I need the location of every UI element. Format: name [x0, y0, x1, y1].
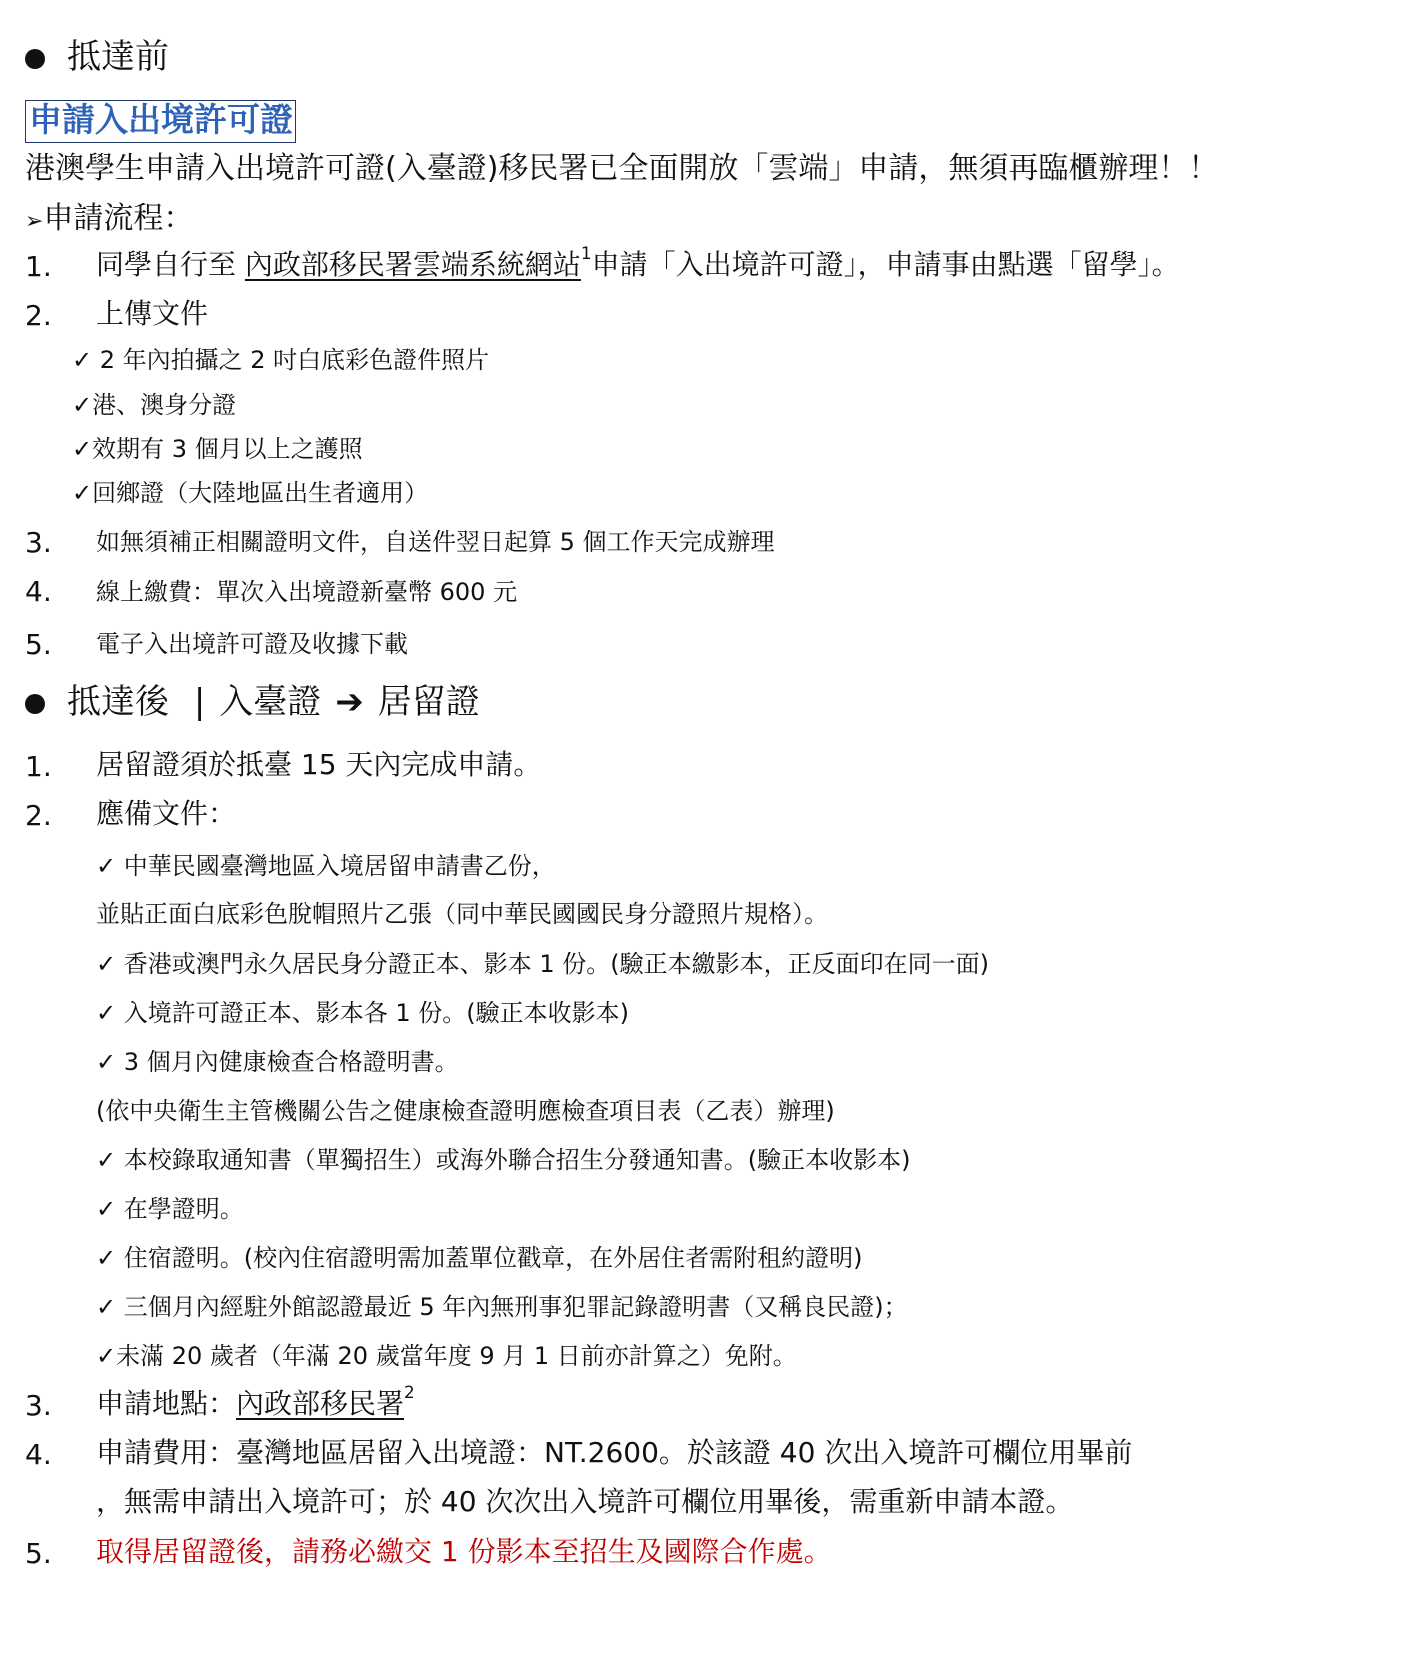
step-number: 5.: [25, 1537, 52, 1570]
after-step-4: 申請費用：臺灣地區居留入出境證：NT.2600。於該證 40 次出入境許可欄位用畢前: [96, 1436, 1133, 1469]
box-title: 申請入出境許可證: [25, 100, 296, 143]
footnote-1: 1: [580, 242, 592, 263]
upload-doc-item: ✓效期有 3 個月以上之護照: [72, 435, 363, 463]
upload-doc-item: ✓ 2 年內拍攝之 2 吋白底彩色證件照片: [72, 346, 490, 374]
required-doc-item: ✓ 本校錄取通知書（單獨招生）或海外聯合招生分發通知書。(驗正本收影本): [96, 1146, 911, 1174]
section-heading-before: [25, 37, 169, 77]
step-1: [96, 242, 1180, 281]
step-2: 上傳文件: [96, 297, 209, 330]
step-number: 2.: [25, 799, 52, 832]
upload-doc-item: ✓港、澳身分證: [72, 391, 237, 419]
bullet-icon: [25, 49, 45, 69]
process-label-text: 申請流程：: [43, 201, 194, 236]
step-number: 1.: [25, 250, 52, 283]
location-label: 申請地點：: [96, 1387, 237, 1420]
process-label: [25, 201, 194, 236]
upload-doc-item: ✓回鄉證（大陸地區出生者適用）: [72, 479, 429, 507]
step-number: 2.: [25, 299, 52, 332]
step-number: 3.: [25, 526, 52, 559]
step-1-post: 申請「入出境許可證」，申請事由點選「留學」。: [591, 248, 1180, 281]
step-4: 線上繳費：單次入出境證新臺幣 600 元: [96, 578, 518, 606]
step-number: 4.: [25, 1438, 52, 1471]
heading-after-b: 入臺證: [219, 682, 322, 722]
notice-text: 港澳學生申請入出境許可證(入臺證)移民署已全面開放「雲端」申請，無須再臨櫃辦理！！: [25, 151, 1219, 186]
after-step-2: 應備文件：: [96, 797, 237, 830]
required-doc-item: ✓ 三個月內經駐外館認證最近 5 年內無刑事犯罪記錄證明書（又稱良民證)；: [96, 1293, 908, 1321]
footnote-2: 2: [404, 1381, 415, 1402]
immigration-cloud-link[interactable]: 內政部移民署雲端系統網站: [244, 248, 581, 281]
after-step-3: [96, 1381, 415, 1420]
immigration-agency-link[interactable]: 內政部移民署: [236, 1387, 405, 1420]
bullet-icon: [25, 694, 45, 714]
right-arrow-icon: ➔: [335, 682, 364, 722]
required-doc-item: ✓未滿 20 歲者（年滿 20 歲當年度 9 月 1 日前亦計算之）免附。: [96, 1342, 797, 1370]
required-doc-item: ✓ 住宿證明。(校內住宿證明需加蓋單位戳章，在外居住者需附租約證明): [96, 1244, 863, 1272]
after-step-1: 居留證須於抵臺 15 天內完成申請。: [96, 748, 542, 781]
step-5: 電子入出境許可證及收據下載: [96, 630, 408, 658]
step-number: 3.: [25, 1389, 52, 1422]
heading-after-a: 抵達後: [67, 682, 169, 722]
section-heading-text: 抵達前: [67, 37, 169, 77]
step-number: 5.: [25, 628, 52, 661]
after-step-5-highlight: 取得居留證後，請務必繳交 1 份影本至招生及國際合作處。: [96, 1535, 832, 1568]
section-heading-after: [25, 682, 480, 722]
step-3: 如無須補正相關證明文件，自送件翌日起算 5 個工作天完成辦理: [96, 528, 775, 556]
required-doc-item: ✓ 在學證明。: [96, 1195, 244, 1223]
step-number: 4.: [25, 575, 52, 608]
step-1-pre: 同學自行至: [96, 248, 245, 281]
required-doc-item: ✓ 3 個月內健康檢查合格證明書。: [96, 1048, 459, 1076]
required-doc-item: 並貼正面白底彩色脫帽照片乙張（同中華民國國民身分證照片規格）。: [96, 900, 828, 928]
required-doc-item: ✓ 入境許可證正本、影本各 1 份。(驗正本收影本): [96, 999, 629, 1027]
step-number: 1.: [25, 750, 52, 783]
required-doc-item: ✓ 香港或澳門永久居民身分證正本、影本 1 份。(驗正本繳影本，正反面印在同一面): [96, 950, 989, 978]
arrowhead-icon: ➢: [25, 209, 44, 234]
required-doc-item: (依中央衛生主管機關公告之健康檢查證明應檢查項目表（乙表）辦理): [96, 1097, 835, 1125]
required-doc-item: ✓ 中華民國臺灣地區入境居留申請書乙份，: [96, 852, 556, 880]
heading-after-c: 居留證: [377, 682, 480, 722]
after-step-4-cont: ，無需申請出入境許可；於 40 次次出入境許可欄位用畢後，需重新申請本證。: [96, 1485, 1074, 1518]
heading-separator: |: [193, 682, 206, 722]
